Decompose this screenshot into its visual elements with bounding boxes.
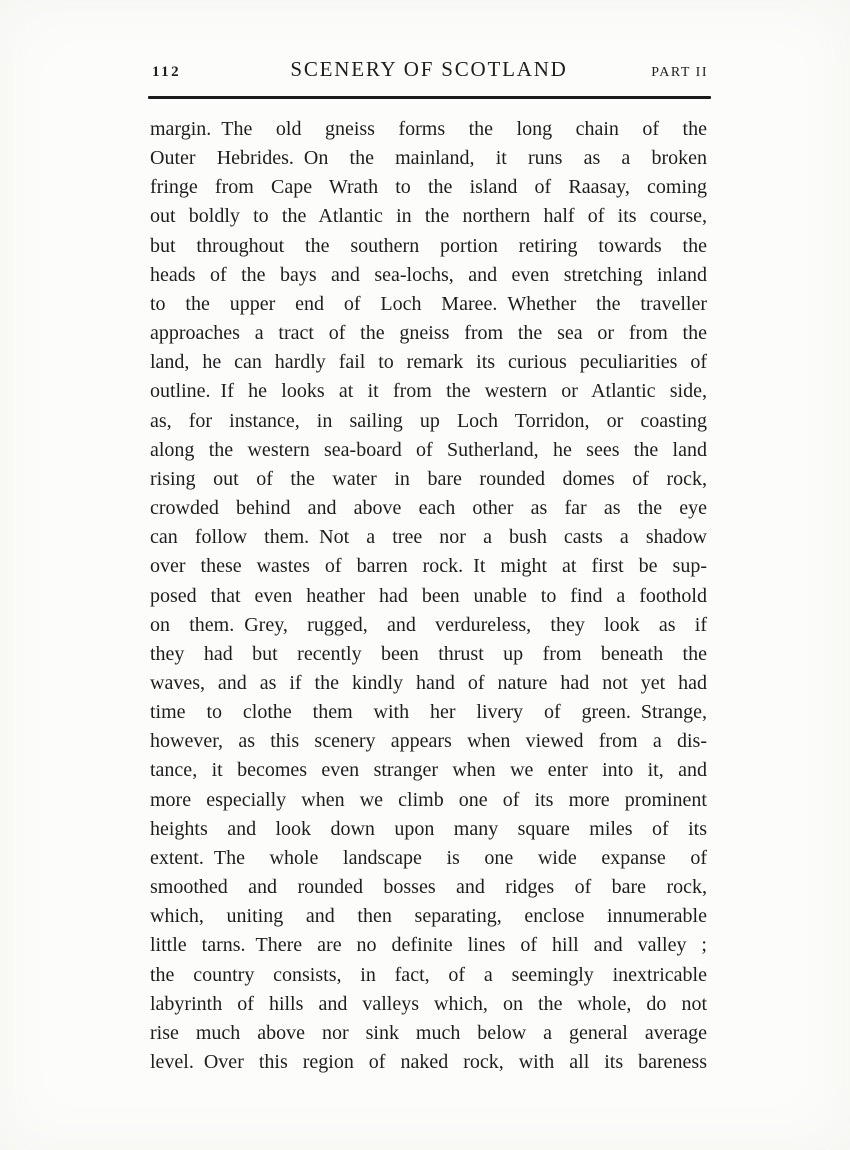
- text-line: labyrinth of hills and valleys which, on the whole, do not: [150, 992, 707, 1015]
- text-line: approaches a tract of the gneiss from the sea or from the: [150, 322, 707, 345]
- text-line: time to clothe them with her livery of green. Strange,: [150, 701, 707, 724]
- text-line: but throughout the southern portion retiring towards the: [150, 234, 707, 257]
- text-line: waves, and as if the kindly hand of nature had not yet had: [150, 671, 707, 694]
- text-line: heads of the bays and sea-lochs, and even stretching inland: [150, 263, 707, 286]
- text-line: to the upper end of Loch Maree. Whether the traveller: [150, 292, 707, 315]
- text-line: over these wastes of barren rock. It might at first be sup-: [150, 555, 707, 578]
- part-label: PART II: [651, 65, 708, 80]
- text-line: which, uniting and then separating, enclose innumerable: [150, 905, 707, 928]
- text-line: smoothed and rounded bosses and ridges of bare rock,: [150, 876, 707, 899]
- text-line: margin. The old gneiss forms the long chain of the: [150, 118, 707, 140]
- text-line: little tarns. There are no definite lines of hill and valley ;: [150, 934, 707, 957]
- text-line: however, as this scenery appears when viewed from a dis-: [150, 730, 707, 753]
- text-line: crowded behind and above each other as far as the eye: [150, 497, 707, 520]
- text-line: outline. If he looks at it from the western or Atlantic side,: [150, 380, 707, 403]
- text-line: land, he can hardly fail to remark its curious peculiarities of: [150, 351, 707, 374]
- text-line: as, for instance, in sailing up Loch Torridon, or coasting: [150, 409, 707, 432]
- running-header: [150, 58, 708, 82]
- text-line: posed that even heather had been unable to find a foothold: [150, 584, 707, 607]
- text-line: along the western sea-board of Sutherland, he sees the land: [150, 438, 707, 461]
- text-line: rising out of the water in bare rounded domes of rock,: [150, 467, 707, 490]
- text-line: heights and look down upon many square miles of its: [150, 817, 707, 840]
- text-line: can follow them. Not a tree nor a bush casts a shadow: [150, 526, 707, 549]
- text-line: tance, it becomes even stranger when we enter into it, and: [150, 759, 707, 782]
- text-line: extent. The whole landscape is one wide expanse of: [150, 846, 707, 869]
- body-text: [150, 115, 707, 1077]
- page-number: 112: [152, 64, 182, 80]
- text-line: out boldly to the Atlantic in the northern half of its course,: [150, 205, 707, 228]
- text-line: they had but recently been thrust up from beneath the: [150, 642, 707, 665]
- text-line: level. Over this region of naked rock, with all its bareness: [150, 1051, 707, 1073]
- header-rule: [148, 96, 711, 99]
- text-line: more especially when we climb one of its more prominent: [150, 788, 707, 811]
- text-line: fringe from Cape Wrath to the island of Raasay, coming: [150, 176, 707, 199]
- text-line: rise much above nor sink much below a general average: [150, 1021, 707, 1044]
- text-line: on them. Grey, rugged, and verdureless, they look as if: [150, 613, 707, 636]
- running-title: SCENERY OF SCOTLAND: [290, 57, 568, 81]
- text-line: Outer Hebrides. On the mainland, it runs as a broken: [150, 147, 707, 170]
- text-line: the country consists, in fact, of a seemingly inextricable: [150, 963, 707, 986]
